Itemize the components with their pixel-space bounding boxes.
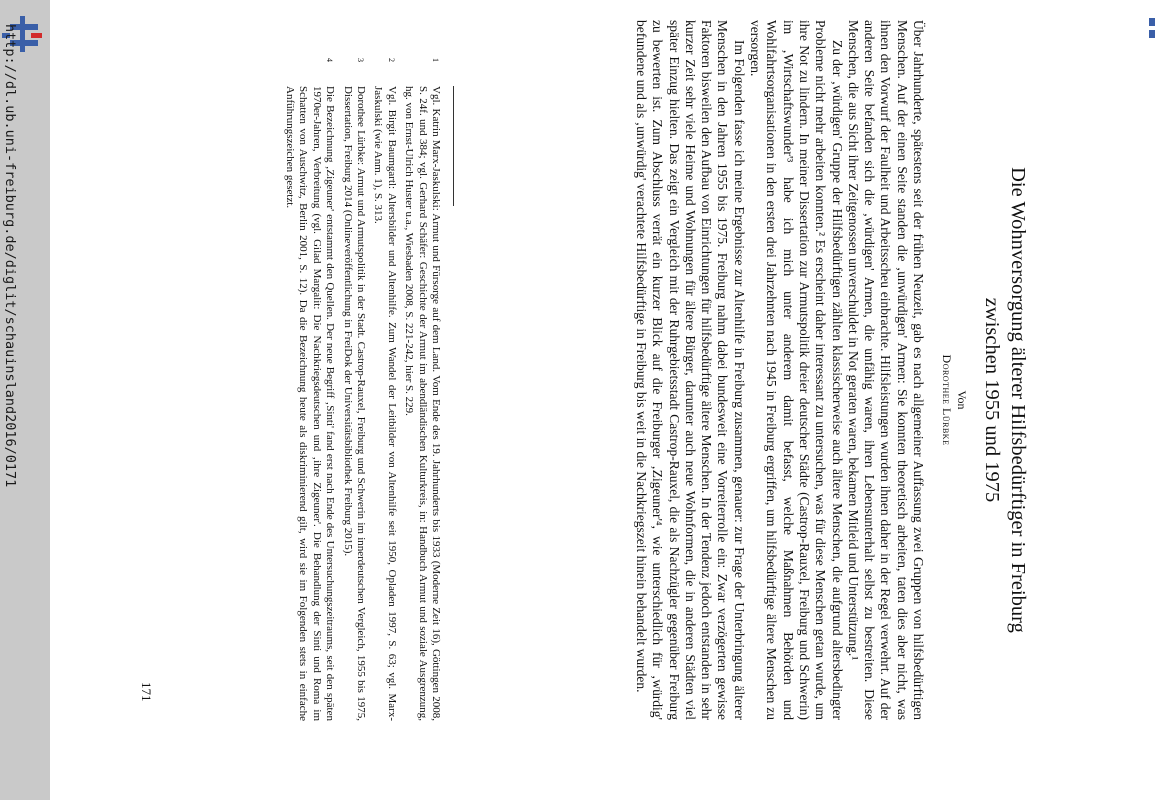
- footnote-number: 2: [386, 58, 396, 62]
- paragraph-1: Über Jahrhunderte, spätestens seit der frühen Neuzeit, gab es nach allgemeiner Auffassung zwei Gruppen von hilfsbedürftigen Menschen. Auf der einen Seite standen die ‚unwürdigen' Armen: Sie konnten theoretisch arbeiten, taten dies aber nicht, was ihnen den Vorwurf der Faulheit und Arbeitsscheu einbrachte. Hilfsleistungen wurden ihnen daher in der Regel verwehrt. Auf der anderen Seite befanden sich die ‚würdigen' Armen, die unfähig waren, ihren Lebensunterhalt selbst zu bestreiten. Diese Menschen, die aus Sicht ihrer Zeitgenossen unverschuldet in Not geraten waren, bekamen Mitleid und Unterstützung.¹: [845, 20, 926, 720]
- article-title: [979, 0, 1031, 800]
- footnote-2: [371, 28, 398, 721]
- footnote-3: [340, 28, 367, 721]
- page-number: 171: [139, 682, 154, 702]
- paragraph-3: Im Folgenden fasse ich meine Ergebnisse zur Altenhilfe in Freiburg zusammen, genauer: zur Frage der Unterbringung älterer Menschen in den Jahren 1955 bis 1975. Freiburg nahm dabei bundesweit eine Vorreiterrolle ein: Zwar verzögerten gewisse Faktoren bisweilen den Aufbau von Einrichtungen für hilfsbedürftige ältere Menschen. In der Tendenz jedoch entstanden in sehr kurzer Zeit sehr viele Heime und Wohnungen für ältere Bürger, darunter auch neue Wohnformen, die in anderen Städten viel später Einzug hielten. Das zeigt ein Vergleich mit der Ruhrgebietsstadt Castrop-Rauxel, die als Nachzügler gegenüber Freiburg zu bewerten ist. Zum Abschluss verrät ein kurzer Blick auf die Freiburger ‚Zigeuner'⁴, wie unterschiedlich für ‚würdig' befundene und als ‚unwürdig' verachtete Hilfsbedürftige in Freiburg bis weit in die Nachkriegszeit hinein behandelt wurden.: [633, 20, 747, 720]
- footnote-number: 1: [431, 58, 440, 62]
- byline: Von: [955, 390, 969, 410]
- source-url[interactable]: http://dl.ub.uni-freiburg.de/diglit/schauinsland2016/0171: [2, 24, 18, 488]
- footnote-number: 3: [355, 58, 365, 62]
- article-body: [633, 20, 926, 720]
- author-name: Dorothee Lürbke: [940, 354, 954, 446]
- paragraph-2: Zu der ‚würdigen' Gruppe der Hilfsbedürftigen zählten klassischerweise auch ältere Menschen, die aufgrund altersbedingter Probleme nicht mehr arbeiten konnten.² Es erscheint daher interessant zu untersuchen, was für diese Menschen getan wurde, um ihre Not zu lindern. In meiner Dissertation zur Armutspolitik dreier deutscher Städte (Castrop-Rauxel, Freiburg und Schwerin) im ‚Wirtschaftswunder'³ habe ich mich unter anderem damit befasst, welche Maßnahmen Behörden und Wohlfahrtsorganisationen in den ersten drei Jahrzehnten nach 1945 in Freiburg ergriffen, um hilfsbedürftige ältere Menschen zu versorgen.: [748, 20, 845, 720]
- sidebar-source-text: [0, 24, 18, 487]
- scanned-page: [50, 0, 1159, 800]
- footnotes: [279, 28, 442, 721]
- footnote-text: Vgl. Katrin Marx-Jaskulski: Armut und Fürsorge auf dem Land. Vom Ende des 19. Jahrhunderts bis 1933 (Moderne Zeit 16), Göttingen 2008, S. 24f. und 384; vgl. Gerhard Schäfer: Geschichte der Armut im abendländischen Kulturkreis, in: Handbuch Armut und soziale Ausgrenzung, hg. von Ernst-Ulrich Huster u.a., Wiesbaden 2008, S. 221-242, hier S. 229.: [403, 86, 442, 721]
- footnote-text: Die Bezeichnung ‚Zigeuner' entstammt den Quellen. Der neue Begriff ‚Sinti' fand erst nach Ende des Untersuchungszeitraums, seit den späten 1970er-Jahren, Verbreitung (vgl. Gilad Margalit: Die Nachkriegsdeutschen und ‚ihre Zigeuner'. Die Behandlung der Sinti und Roma im Schatten von Auschwitz, Berlin 2001, S. 12). Da die Bezeichnung heute als diskriminierend gilt, wird sie im Folgenden stets in einfache Anführungszeichen gesetzt.: [283, 86, 337, 721]
- footnote-1: [402, 28, 442, 721]
- copyright-notice: [0, 24, 1, 487]
- footnote-text: Vgl. Birgit Baumgartl: Altersbilder und Altenhilfe. Zum Wandel der Leitbilder von Altenhilfe seit 1950, Opladen 1997, S. 63; vgl. Marx-Jaskulski (wie Anm. 1), S. 313.: [372, 86, 398, 721]
- viewer-sidebar: [0, 0, 50, 800]
- title-line-1: Die Wohnversorgung älterer Hilfsbedürftiger in Freiburg: [1007, 167, 1029, 633]
- footnote-text: Dorothee Lürbke: Armut und Armutspolitik in der Stadt. Castrop-Rauxel, Freiburg und Schwerin im innerdeutschen Vergleich, 1955 bis 1975, Dissertation, Freiburg 2014 (Onlineveröffentlichung in FreiDok der Universitätsbibliothek Freiburg 2015).: [341, 86, 367, 721]
- footnote-4: [283, 28, 337, 721]
- title-line-2: zwischen 1955 und 1975: [981, 297, 1003, 503]
- footnote-number: 4: [325, 58, 335, 62]
- footnote-divider: [453, 86, 454, 206]
